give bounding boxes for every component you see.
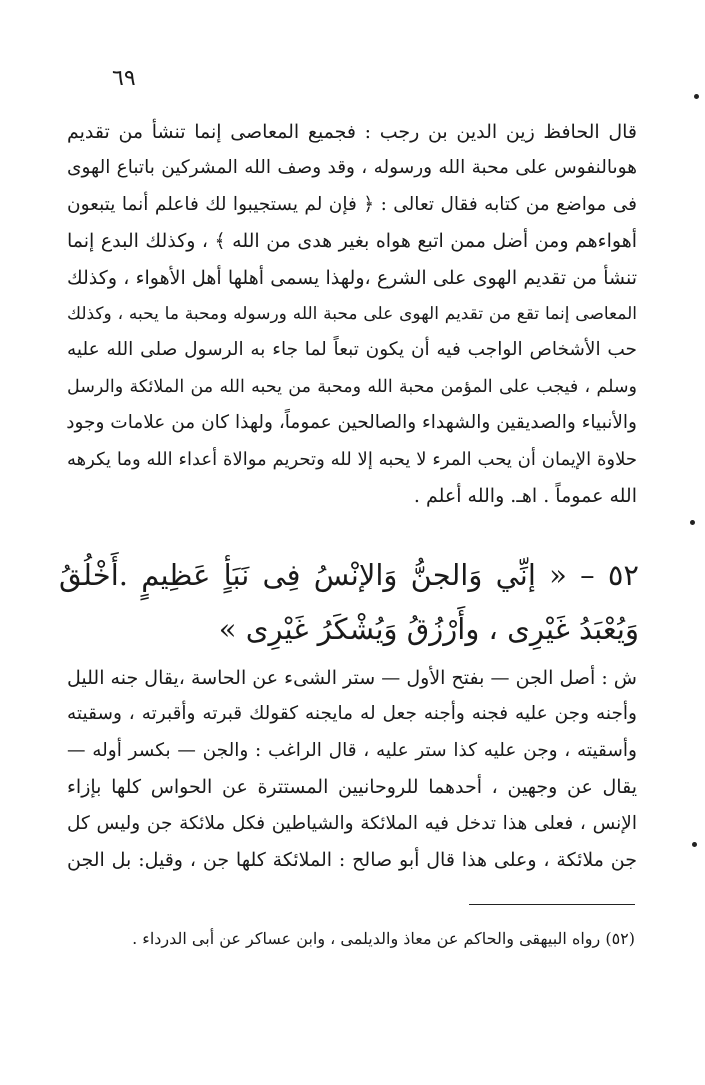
intro-paragraph: [67, 114, 637, 514]
margin-dot-top: [694, 94, 699, 99]
commentary-paragraph: [67, 660, 637, 878]
commentary-line: الإنس ، فعلى هذا تدخل فيه الملائكة والشياطين فكل ملائكة جن وليس كل: [67, 812, 637, 834]
intro-line: حلاوة الإيمان أن يحب المرء لا يحبه إلا لله وتحريم موالاة أعداء الله وما يكرهه: [67, 448, 637, 470]
hadith-line-1: ٥٢ – « إنِّي وَالجنُّ وَالإنْسُ فِى نَبَأٍ عَظِيمٍ .أَخْلُقُ: [59, 558, 639, 592]
intro-line: هوىالنفوس على محبة الله ورسوله ، وقد وصف الله المشركين باتباع الهوى: [67, 157, 637, 179]
intro-line: تنشأ من تقديم الهوى على الشرع ،ولهذا يسمى أهلها أهل الأهواء ، وكذلك: [67, 266, 637, 289]
commentary-line: يقال عن وجهين ، أحدهما للروحانيين المستترة عن الحواس كلها بإزاء: [67, 776, 637, 799]
hadith-line-2: وَيُعْبَدُ غَيْرِى ، وأَرْزُقُ وَيُشْكَرُ غَيْرِى »: [218, 612, 639, 646]
page-number: ٦٩: [112, 66, 136, 91]
footnote: (٥٢) رواه البيهقى والحاكم عن معاذ والديلمى ، وابن عساكر عن أبى الدرداء .: [132, 929, 635, 948]
intro-line: الله عموماً . اهـ. والله أعلم .: [413, 485, 637, 508]
footnote-divider: [469, 904, 635, 905]
intro-line: والأنبياء والصديقين والشهداء والصالحين عموماً، ولهذا كان من علامات وجود: [66, 412, 637, 434]
commentary-line: وأسقيته ، وجن عليه كذا ستر عليه ، قال الراغب : والجن — بكسر أوله —: [67, 739, 637, 761]
intro-line: أهواءهم ومن أضل ممن اتبع هواه بغير هدى من الله ﴾ ، وكذلك البدع إنما: [67, 230, 637, 253]
intro-line: حب الأشخاص الواجب فيه أن يكون تبعاً لما جاء به الرسول صلى الله عليه: [67, 339, 637, 361]
hadith-heading: [59, 548, 639, 656]
margin-dot-middle: [690, 520, 695, 525]
intro-line: قال الحافظ زين الدين بن رجب : فجميع المعاصى إنما تنشأ من تقديم: [67, 121, 637, 143]
commentary-line: وأجنه وجن عليه فجنه وأجنه جعل له مايجنه كقولك قبرته وأقبرته ، وسقيته: [67, 703, 637, 725]
intro-line: فى مواضع من كتابه فقال تعالى : ﴿ فإن لم يستجيبوا لك فاعلم أنما يتبعون: [67, 193, 637, 215]
intro-line: المعاصى إنما تقع من تقديم الهوى على محبة الله ورسوله ومحبة ما يحبه ، وكذلك: [67, 304, 637, 325]
margin-dot-bottom: [692, 842, 697, 847]
intro-line: وسلم ، فيجب على المؤمن محبة الله ومحبة من يحبه الله من الملائكة والرسل: [67, 376, 637, 397]
commentary-line: ش : أصل الجن — بفتح الأول — ستر الشىء عن الحاسة ،يقال جنه الليل: [67, 667, 637, 689]
commentary-line: جن ملائكة ، وعلى هذا قال أبو صالح : الملائكة كلها جن ، وقيل: بل الجن: [67, 849, 637, 872]
